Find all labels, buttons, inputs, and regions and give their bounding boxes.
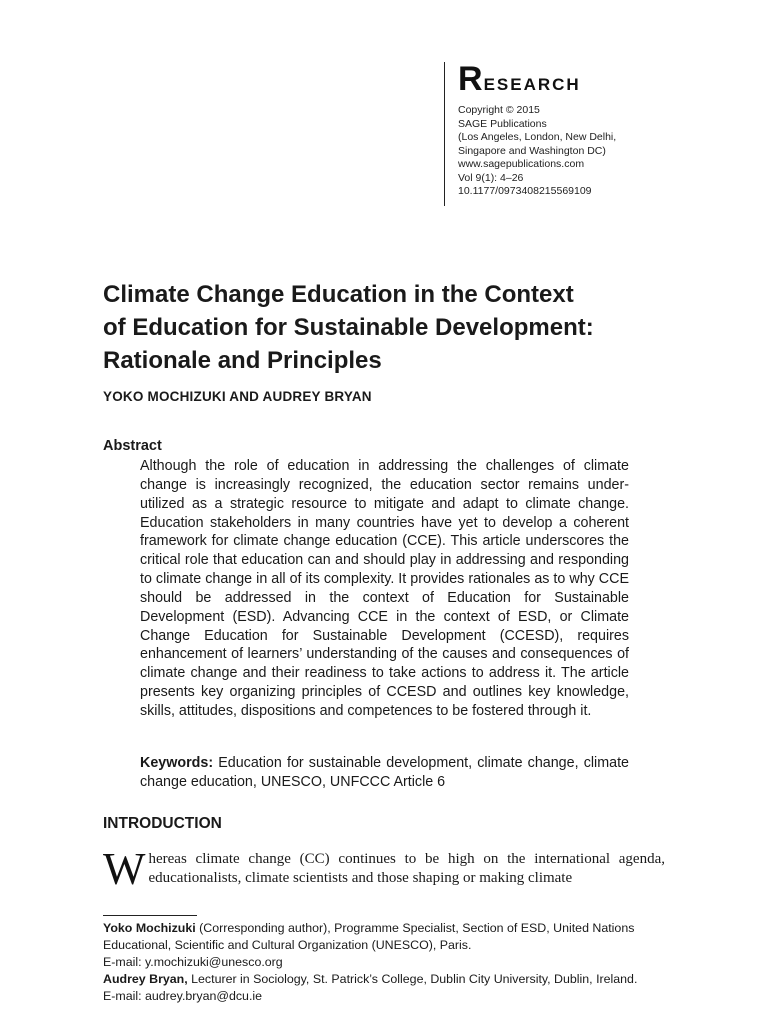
- keywords: [140, 754, 629, 792]
- section-rest: ESEARCH: [483, 75, 581, 94]
- introduction-heading: INTRODUCTION: [103, 815, 222, 832]
- meta-publisher: SAGE Publications: [458, 117, 547, 130]
- meta-doi: 10.1177/0973408215569109: [458, 185, 592, 197]
- section-initial: R: [458, 60, 484, 98]
- author2-name: Audrey Bryan,: [103, 972, 188, 986]
- article-title: [103, 278, 663, 377]
- author2-affiliation: Lecturer in Sociology, St. Patrick’s College, Dublin City University, Dublin, Ireland.: [187, 972, 638, 986]
- journal-info: [458, 62, 748, 199]
- footnote-rule: [103, 915, 197, 916]
- author-footnotes: [103, 920, 668, 1005]
- author2-email: E-mail: audrey.bryan@dcu.ie: [103, 989, 263, 1003]
- section-label: [458, 62, 748, 102]
- title-line: Rationale and Principles: [103, 347, 382, 374]
- abstract-text: Although the role of education in addressing the challenges of climate change is increasingly recognized, the education sector remains under-utilized as a strategic resource to mitigate and adapt to climate change. Education stakeholders in many countries have yet to develop a coherent framework for climate change education (CCE). This article underscores the critical role that education can and should play in addressing and responding to climate change in all of its complexity. It provides rationales as to why CCE should be addressed in the context of Education for Sustainable Development (ESD). Advancing CCE in the context of ESD, or Climate Change Education for Sustainable Development (CCESD), requires enhancement of learners’ understanding of the causes and consequences of climate change and their readiness to take actions to address it. The article presents key organizing principles of CCESD and outlines key knowledge, skills, attitudes, dispositions and competences to be fostered through it.: [140, 458, 629, 719]
- abstract-heading: Abstract: [103, 438, 162, 454]
- meta-locations-cont: Singapore and Washington DC): [458, 144, 606, 157]
- meta-copyright: Copyright © 2015: [458, 104, 540, 116]
- keywords-label: Keywords:: [140, 755, 214, 771]
- footnote-author2: [103, 971, 668, 988]
- author1-affiliation-cont: Educational, Scientific and Cultural Organization (UNESCO), Paris.: [103, 938, 472, 952]
- introduction-text: [103, 844, 665, 894]
- meta-locations: (Los Angeles, London, New Delhi,: [458, 131, 617, 143]
- author1-name: Yoko Mochizuki: [103, 921, 196, 935]
- footnote-author1: [103, 920, 668, 937]
- drop-cap: W: [103, 844, 146, 894]
- title-line: Climate Change Education in the Context: [103, 281, 574, 308]
- author1-affiliation: (Corresponding author), Programme Specialist, Section of ESD, United Nations: [195, 921, 635, 935]
- author1-email: E-mail: y.mochizuki@unesco.org: [103, 955, 283, 969]
- meta-volume: Vol 9(1): 4–26: [458, 171, 524, 184]
- title-line: of Education for Sustainable Development:: [103, 314, 594, 341]
- introduction-paragraph: hereas climate change (CC) continues to be high on the international agenda, educationalists, climate scientists and those shaping or making climate: [148, 851, 665, 886]
- publication-meta: [458, 104, 748, 199]
- meta-website: www.sagepublications.com: [458, 158, 585, 170]
- journal-divider: [444, 62, 445, 206]
- author-names: YOKO MOCHIZUKI AND AUDREY BRYAN: [103, 389, 372, 404]
- keywords-text: Education for sustainable development, climate change, climate change education, UNESCO, UNFCCC Article 6: [140, 755, 629, 790]
